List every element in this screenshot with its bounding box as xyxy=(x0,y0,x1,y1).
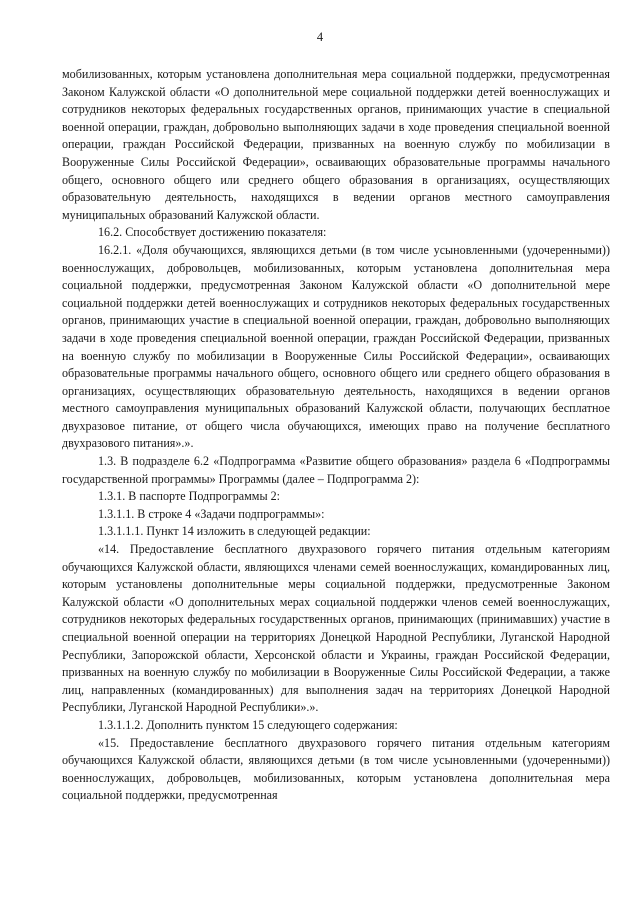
paragraph: 1.3.1.1.2. Дополнить пунктом 15 следующего содержания: xyxy=(98,717,398,732)
page-number: 4 xyxy=(316,30,324,44)
paragraph: 1.3.1. В паспорте Подпрограммы 2: xyxy=(98,489,281,504)
paragraph: 1.3.1.1. В строке 4 «Задачи подпрограммы»: xyxy=(98,506,325,521)
paragraph: 1.3.1.1.1. Пункт 14 изложить в следующей редакции: xyxy=(98,524,371,539)
paragraph: 16.2. Способствует достижению показателя: xyxy=(98,225,327,240)
paragraph: «14. Предоставление бесплатного двухразового горячего питания отдельным категориям обучающихся Калужской области, являющихся членами семей военнослужащих, командированных лиц, которым установлены дополнительные меры социальной поддержки, предусмотренные Законом Калужской области «О дополнительных мерах социальной поддержки членов семей военнослужащих, сотрудников некоторых федеральных государственных органов, принимающих (принимавших) участие в специальной военной операции на территориях Донецкой Народной Республики, Луганской Народной Республики, Запорожской области, Херсонской области и Украины, граждан Российской Федерации, призванных на военную службу по мобилизации в Вооруженные Силы Российской Федерации, а также лиц, направленных (командированных) для выполнения задач на территориях Донецкой Народной Республики, Луганской Народной Республики».». xyxy=(62,542,610,715)
paragraph: «15. Предоставление бесплатного двухразового горячего питания отдельным категориям обучающихся Калужской области, являющихся детьми (в том числе усыновленными (удочеренными)) военнослужащих, добровольцев, мобилизованных, которым установлена дополнительная мера социальной поддержки, предусмотренная xyxy=(62,735,610,803)
document-body xyxy=(62,66,610,805)
paragraph: мобилизованных, которым установлена дополнительная мера социальной поддержки, предусмотренная Законом Калужской области «О дополнительной мере социальной поддержки детей военнослужащих и сотрудников некоторых федеральных государственных органов, принимающих участие в специальной военной операции, граждан, добровольно выполняющих задачи в ходе проведения специальной военной операции, граждан Российской Федерации, призванных на военную службу по мобилизации в Вооруженные Силы Российской Федерации», осваивающих образовательные программы начального общего, основного общего или среднего общего образования в организациях, осуществляющих образовательную деятельность, находящихся в ведении органов местного самоуправления муниципальных образований Калужской области. xyxy=(62,67,610,222)
paragraph: 1.3. В подразделе 6.2 «Подпрограмма «Развитие общего образования» раздела 6 «Подпрограммы государственной программы» Программы (далее – Подпрограмма 2): xyxy=(62,454,610,486)
paragraph: 16.2.1. «Доля обучающихся, являющихся детьми (в том числе усыновленными (удочеренными)) военнослужащих, добровольцев, мобилизованных, которым установлена дополнительная мера социальной поддержки, предусмотренная Законом Калужской области «О дополнительной мере социальной поддержки детей военнослужащих и сотрудников некоторых федеральных государственных органов, принимающих участие в специальной военной операции, граждан, добровольно выполняющих задачи в ходе проведения специальной военной операции, граждан Российской Федерации, призванных на военную службу по мобилизации в Вооруженные Силы Российской Федерации», осваивающих образовательные программы начального общего, основного общего или среднего общего образования в организациях, осуществляющих образовательную деятельность, находящихся в ведении органов местного самоуправления муниципальных образований Калужской области, получающих бесплатное двухразовое питание, от общего числа обучающихся, имеющих право на получение бесплатного двухразового питания».». xyxy=(62,242,610,451)
